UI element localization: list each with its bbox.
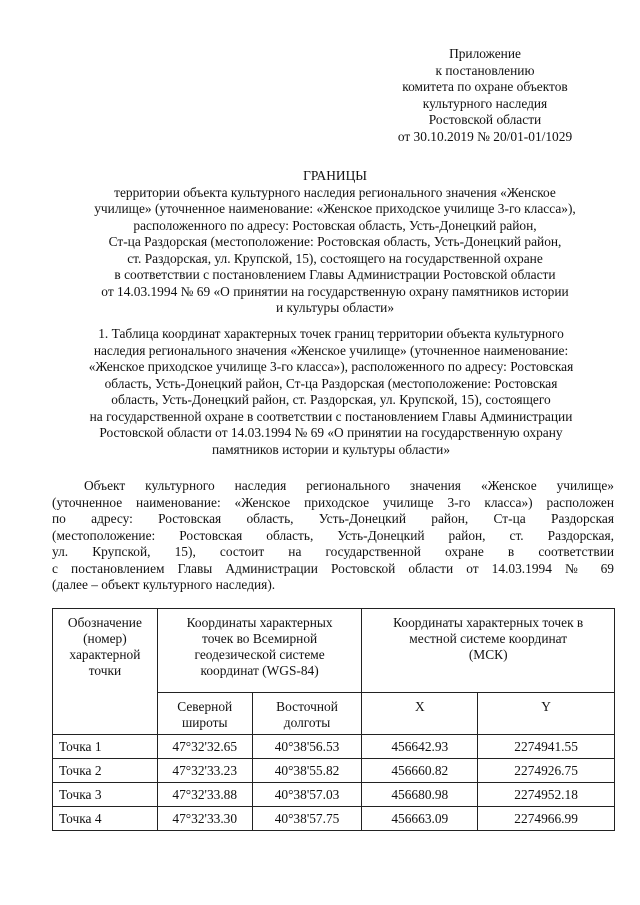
x-cell: 456642.93 (362, 735, 478, 759)
y-cell: 2274966.99 (478, 807, 615, 831)
point-cell: Точка 4 (53, 807, 158, 831)
appendix-line: культурного наследия (422, 95, 548, 111)
latitude-cell: 47°32'33.88 (157, 783, 252, 807)
longitude-cell: 40°38'57.75 (252, 807, 362, 831)
document-heading (60, 168, 610, 317)
coordinates-table (52, 608, 615, 831)
paragraph-line: с постановлением Главы Администрации Ростовской области от 14.03.1994 № 69 (52, 560, 614, 576)
section-title-line: наследия регионального значения «Женское училище» (уточненное наименование: (93, 342, 569, 358)
section-title-line: область, Усть-Донецкий район, Ст-ца Раздорская (местоположение: Ростовская (104, 375, 558, 391)
y-header: Y (478, 693, 615, 735)
north-latitude-header: Северной широты (157, 693, 252, 735)
point-cell: Точка 3 (53, 783, 158, 807)
east-longitude-header: Восточной долготы (252, 693, 362, 735)
y-cell: 2274926.75 (478, 759, 615, 783)
paragraph-line: по адресу: Ростовская область, Усть-Донецкий район, Ст-ца Раздорская (52, 511, 614, 526)
heading-line: от 14.03.1994 № 69 «О принятии на государственную охрану памятников истории (101, 283, 569, 299)
paragraph-last-line: (далее – объект культурного наследия). (52, 577, 276, 592)
paragraph-line: Объект культурного наследия регионального значения «Женское училище» (84, 478, 614, 493)
section-title-line: область, Усть-Донецкий район, ст. Раздорская, ул. Крупской, 15), состоящего (111, 392, 551, 407)
section-title-line: на государственной охране в соответствии с постановлением Главы Администрации (89, 408, 573, 424)
heading-line: территории объекта культурного наследия регионального значения «Женское (114, 184, 556, 200)
heading-line: и культуры области» (275, 300, 395, 315)
latitude-cell: 47°32'32.65 (157, 735, 252, 759)
heading-line: училище» (уточненное наименование: «Женское приходское училище 3-го класса»), (94, 201, 576, 216)
section-title (48, 326, 614, 458)
appendix-line: комитета по охране объектов (402, 79, 568, 94)
x-cell: 456663.09 (362, 807, 478, 831)
x-header: X (362, 693, 478, 735)
latitude-cell: 47°32'33.23 (157, 759, 252, 783)
paragraph-line: (местоположение: Ростовская область, Усть-Донецкий район, ст. Раздорская, (52, 527, 614, 543)
section-title-line: 1. Таблица координат характерных точек границ территории объекта культурного (98, 326, 564, 341)
appendix-block (380, 46, 590, 145)
y-cell: 2274941.55 (478, 735, 615, 759)
point-cell: Точка 2 (53, 759, 158, 783)
paragraph-line: (уточненное наименование: «Женское приходское училище 3-го класса») расположен (52, 494, 614, 510)
point-label-header: Обозначение (номер) характерной точки (53, 609, 158, 735)
longitude-cell: 40°38'55.82 (252, 759, 362, 783)
paragraph-line: ул. Крупской, 15), состоит на государственной охране в соответствии (52, 544, 614, 559)
point-cell: Точка 1 (53, 735, 158, 759)
table-row (53, 783, 615, 807)
msk-header: Координаты характерных точек в местной системе координат (МСК) (362, 609, 615, 693)
table-header-row (53, 609, 615, 693)
section-title-line: «Женское приходское училище 3-го класса»), расположенного по адресу: Ростовская (88, 359, 574, 374)
document-title: ГРАНИЦЫ (303, 168, 367, 183)
appendix-line: от 30.10.2019 № 20/01-01/1029 (397, 128, 573, 144)
heading-line: в соответствии с постановлением Главы Администрации Ростовской области (114, 267, 556, 282)
x-cell: 456680.98 (362, 783, 478, 807)
longitude-cell: 40°38'57.03 (252, 783, 362, 807)
heading-line: Ст-ца Раздорская (местоположение: Ростовская область, Усть-Донецкий район, (108, 234, 562, 249)
latitude-cell: 47°32'33.30 (157, 807, 252, 831)
table-row (53, 735, 615, 759)
section-title-line: памятников истории и культуры области» (211, 441, 451, 457)
appendix-line: Приложение (449, 46, 521, 61)
section-title-line: Ростовской области от 14.03.1994 № 69 «О принятии на государственную охрану (99, 425, 563, 440)
appendix-line: Ростовской области (428, 112, 542, 127)
y-cell: 2274952.18 (478, 783, 615, 807)
heading-line: расположенного по адресу: Ростовская область, Усть-Донецкий район, (133, 217, 537, 233)
body-paragraph (52, 478, 614, 594)
wgs-header: Координаты характерных точек во Всемирной геодезической системе координат (WGS-84) (157, 609, 362, 693)
heading-line: ст. Раздорская, ул. Крупской, 15), состоящего на государственной охране (127, 250, 543, 266)
table-row (53, 807, 615, 831)
longitude-cell: 40°38'56.53 (252, 735, 362, 759)
x-cell: 456660.82 (362, 759, 478, 783)
table-row (53, 759, 615, 783)
appendix-line: к постановлению (435, 62, 535, 78)
